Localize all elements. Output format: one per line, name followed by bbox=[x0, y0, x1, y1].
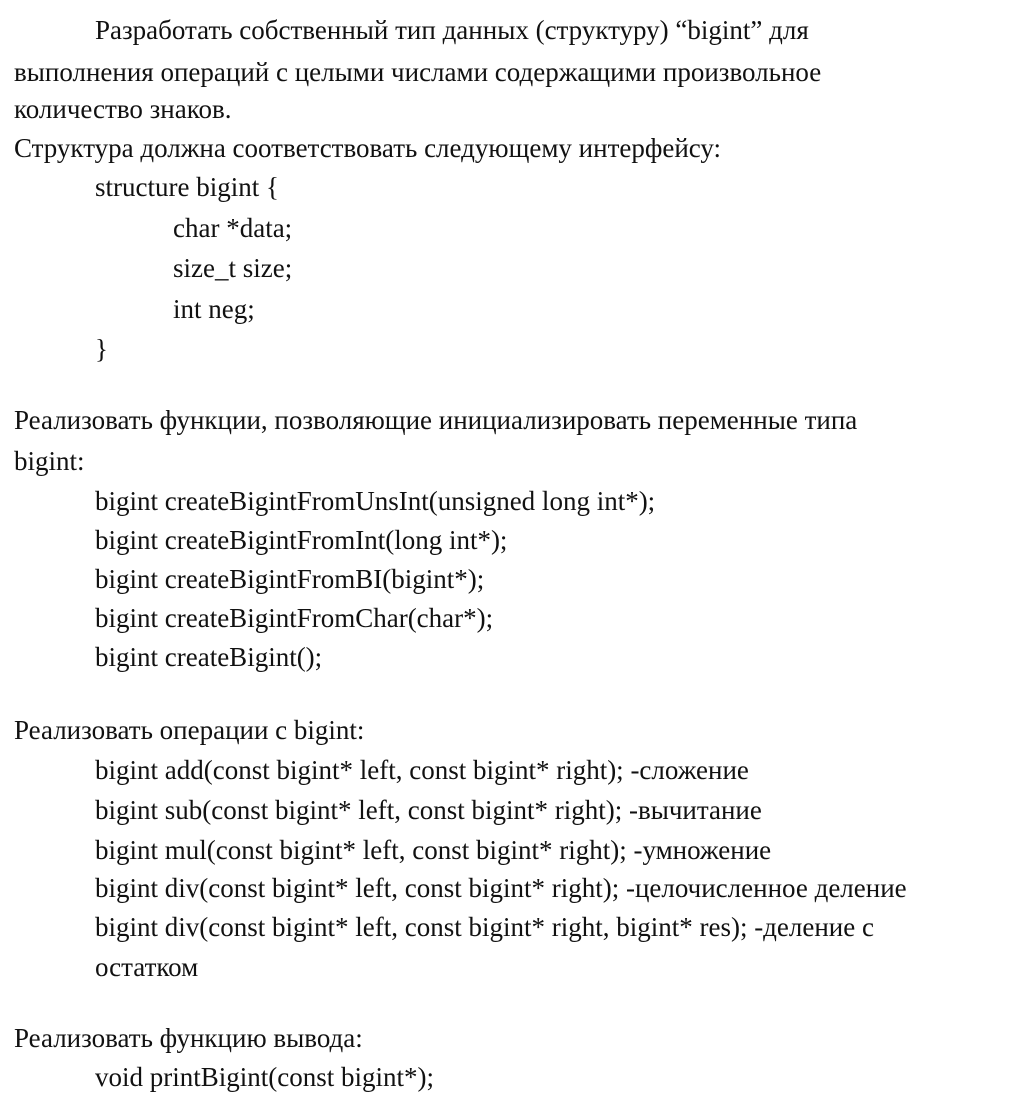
structure-field-neg: int neg; bbox=[173, 294, 255, 324]
init-function-item: bigint createBigintFromUnsInt(unsigned long int*); bbox=[95, 486, 656, 516]
init-function-item: bigint createBigint(); bbox=[95, 642, 323, 672]
output-heading: Реализовать функцию вывода: bbox=[14, 1023, 363, 1053]
ops-item-continuation: остатком bbox=[95, 952, 199, 982]
structure-open: structure bigint { bbox=[95, 172, 279, 202]
structure-field-size: size_t size; bbox=[173, 253, 293, 283]
intro-line-3: количество знаков. bbox=[14, 94, 232, 124]
init-function-item: bigint createBigintFromBI(bigint*); bbox=[95, 564, 485, 594]
ops-heading: Реализовать операции с bigint: bbox=[14, 715, 365, 745]
init-function-item: bigint createBigintFromChar(char*); bbox=[95, 603, 494, 633]
ops-item: bigint add(const bigint* left, const bigint* right); -сложение bbox=[95, 755, 749, 785]
intro-line-2: выполнения операций с целыми числами содержащими произвольное bbox=[14, 57, 822, 87]
intro-line-1: Разработать собственный тип данных (структуру) “bigint” для bbox=[95, 15, 809, 45]
ops-item: bigint sub(const bigint* left, const bigint* right); -вычитание bbox=[95, 795, 762, 825]
intro-line-4: Структура должна соответствовать следующему интерфейсу: bbox=[14, 133, 722, 163]
init-function-item: bigint createBigintFromInt(long int*); bbox=[95, 525, 508, 555]
structure-field-data: char *data; bbox=[173, 213, 293, 243]
ops-item: bigint mul(const bigint* left, const bigint* right); -умножение bbox=[95, 835, 772, 865]
ops-item: bigint div(const bigint* left, const bigint* right, bigint* res); -деление с bbox=[95, 912, 874, 942]
init-heading-line-2: bigint: bbox=[14, 446, 85, 476]
ops-item: bigint div(const bigint* left, const bigint* right); -целочисленное деление bbox=[95, 873, 907, 903]
structure-close: } bbox=[95, 334, 108, 364]
output-function: void printBigint(const bigint*); bbox=[95, 1062, 434, 1092]
init-heading-line-1: Реализовать функции, позволяющие инициализировать переменные типа bbox=[14, 405, 858, 435]
